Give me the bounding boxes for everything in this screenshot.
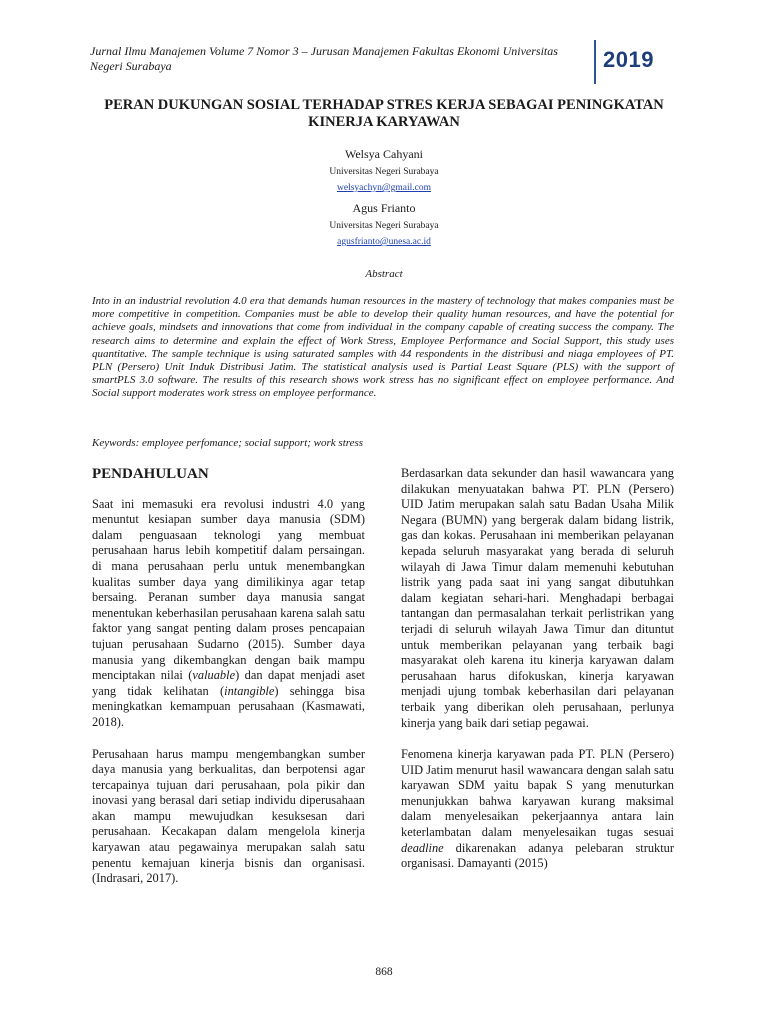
section-heading: PENDAHULUAN <box>92 466 209 482</box>
page-number: 868 <box>375 966 393 978</box>
right-column <box>401 466 674 872</box>
keywords: Keywords: employee perfomance; social support; work stress <box>92 437 364 449</box>
italic-term: deadline <box>401 840 444 855</box>
paragraph-text: ) dan dapat menjadi aset yang tidak kelihatan ( <box>92 668 365 698</box>
author-affiliation-2: Universitas Negeri Surabaya <box>329 221 439 231</box>
left-column <box>92 467 365 887</box>
italic-term: intangible <box>224 683 275 698</box>
author-name-1: Welsya Cahyani <box>344 147 423 161</box>
header-divider <box>594 40 596 84</box>
paragraph: Perusahaan harus mampu mengembangkan sumber daya manusia yang berkualitas, dan berpotensi agar tercapainya tujuan dari perusahaan, pola pikir dan inovasi yang berasal dari setiap individu diperusahaan akan mampu mewujudkan kesuksesan dari perusahaan. Kecakapan dalam mengelola kinerja karyawan atau pegawainya merupakan salah satu penentu kemajuan kinerja bisnis dan organisasi. (Indrasari, 2017). <box>92 746 365 886</box>
author-name-2: Agus Frianto <box>352 201 416 215</box>
journal-year: 2019 <box>603 47 654 72</box>
abstract-text: Into in an industrial revolution 4.0 era that demands human resources in the mastery of technology that makes companies must be more competitive in competition. Companies must be able to develop their quality human resources, and have the potential for achieve goals, mindsets and innovations that come from individual in the company capable of creating success the company. The research aims to determine and explain the effect of Work Stress, Employee Performance and Social Support, this study uses quantitative. The sample technique is using saturated samples with 44 respondents in the distribusi and niaga employees of PT. PLN (Persero) Unit Induk Distribusi Jatim. The statistical analysis used is Partial Least Square (PLS) with the support of smartPLS 3.0 software. The results of this research shows work stress has no significant effect on employee performance. And Social support moderates work stress on employee performance. <box>92 295 674 400</box>
paragraph-text: Saat ini memasuki era revolusi industri 4.0 yang menuntut kesiapan sumber daya manusia (SDM) dalam penguasaan teknologi yang membuat perusahaan harus lebih kompetitif dalam persaingan. di mana perusahaan perlu untuk menembangkan kualitas sumber daya yang dimilikinya agar tetap bersaing. Peranan sumber daya manusia sangat menentukan keberhasilan perusahaan karena salah satu faktor yang sangat penting dalam proses pencapaian tujuan perusahaan Sudarno (2015). Sumber daya manusia yang dikembangkan dengan baik mampu menciptakan nilai ( <box>92 496 365 683</box>
author-affiliation-1: Universitas Negeri Surabaya <box>329 167 439 177</box>
paper-title: PERAN DUKUNGAN SOSIAL TERHADAP STRES KERJA SEBAGAI PENINGKATAN KINERJA KARYAWAN <box>104 97 664 130</box>
italic-term: valuable <box>192 668 236 683</box>
journal-header: Jurnal Ilmu Manajemen Volume 7 Nomor 3 – Jurusan Manajemen Fakultas Ekonomi Universitas Negeri Surabaya <box>90 44 558 73</box>
paragraph-text: ) sehingga bisa meningkatkan kemampuan perusahaan (Kasmawati, 2018). <box>92 683 365 729</box>
paragraph-text: dikarenakan adanya pelebaran struktur organisasi. Damayanti (2015) <box>401 840 674 871</box>
author-email-2[interactable]: agusfrianto@unesa.ac.id <box>337 237 431 247</box>
paragraph: Berdasarkan data sekunder dan hasil wawancara yang dilakukan menyuatakan bahwa PT. PLN (Persero) UID Jatim merupakan salah satu Badan Usaha Milik Negara (BUMN) yang bergerak dalam bidang listrik, gas dan kokas. Perusahaan ini memberikan pelayanan kepada seluruh masyarakat yang berada di seluruh wilayah di Jawa Timur dalam memenuhi kebutuhan listrik yang pada saat ini yang sangat dibutuhkan dalam kegiatan sehari-hari. Menghadapi berbagai tantangan dan permasalahan terkait perlistrikan yang terjadi di seluruh wilayah Jawa Timur dan dituntut untuk memberikan pelayanan yang terbaik bagi masyarakat oleh karena itu kinerja karyawan dalam perusahaan harus difokuskan, kinerja karyawan menjadi ujung tombak keberhasilan dari pelayanan terbaik yang diberikan oleh perusahaan, perlunya kinerja yang baik dari setiap pegawai. <box>401 466 674 730</box>
paragraph <box>401 747 674 872</box>
abstract-heading: Abstract <box>365 268 403 280</box>
paragraph <box>92 497 365 731</box>
author-email-1[interactable]: welsyachyn@gmail.com <box>337 183 431 193</box>
paragraph-text: Fenomena kinerja karyawan pada PT. PLN (Persero) UID Jatim menurut hasil wawancara dengan salah satu karyawan SDM yaitu bapak S yang menuturkan menunjukkan bahwa karyawan kurang maksimal dalam menyelesaikan pekerjaannya antara lain keterlambatan dalam menyelesaikan tugas sesuai <box>401 747 674 840</box>
